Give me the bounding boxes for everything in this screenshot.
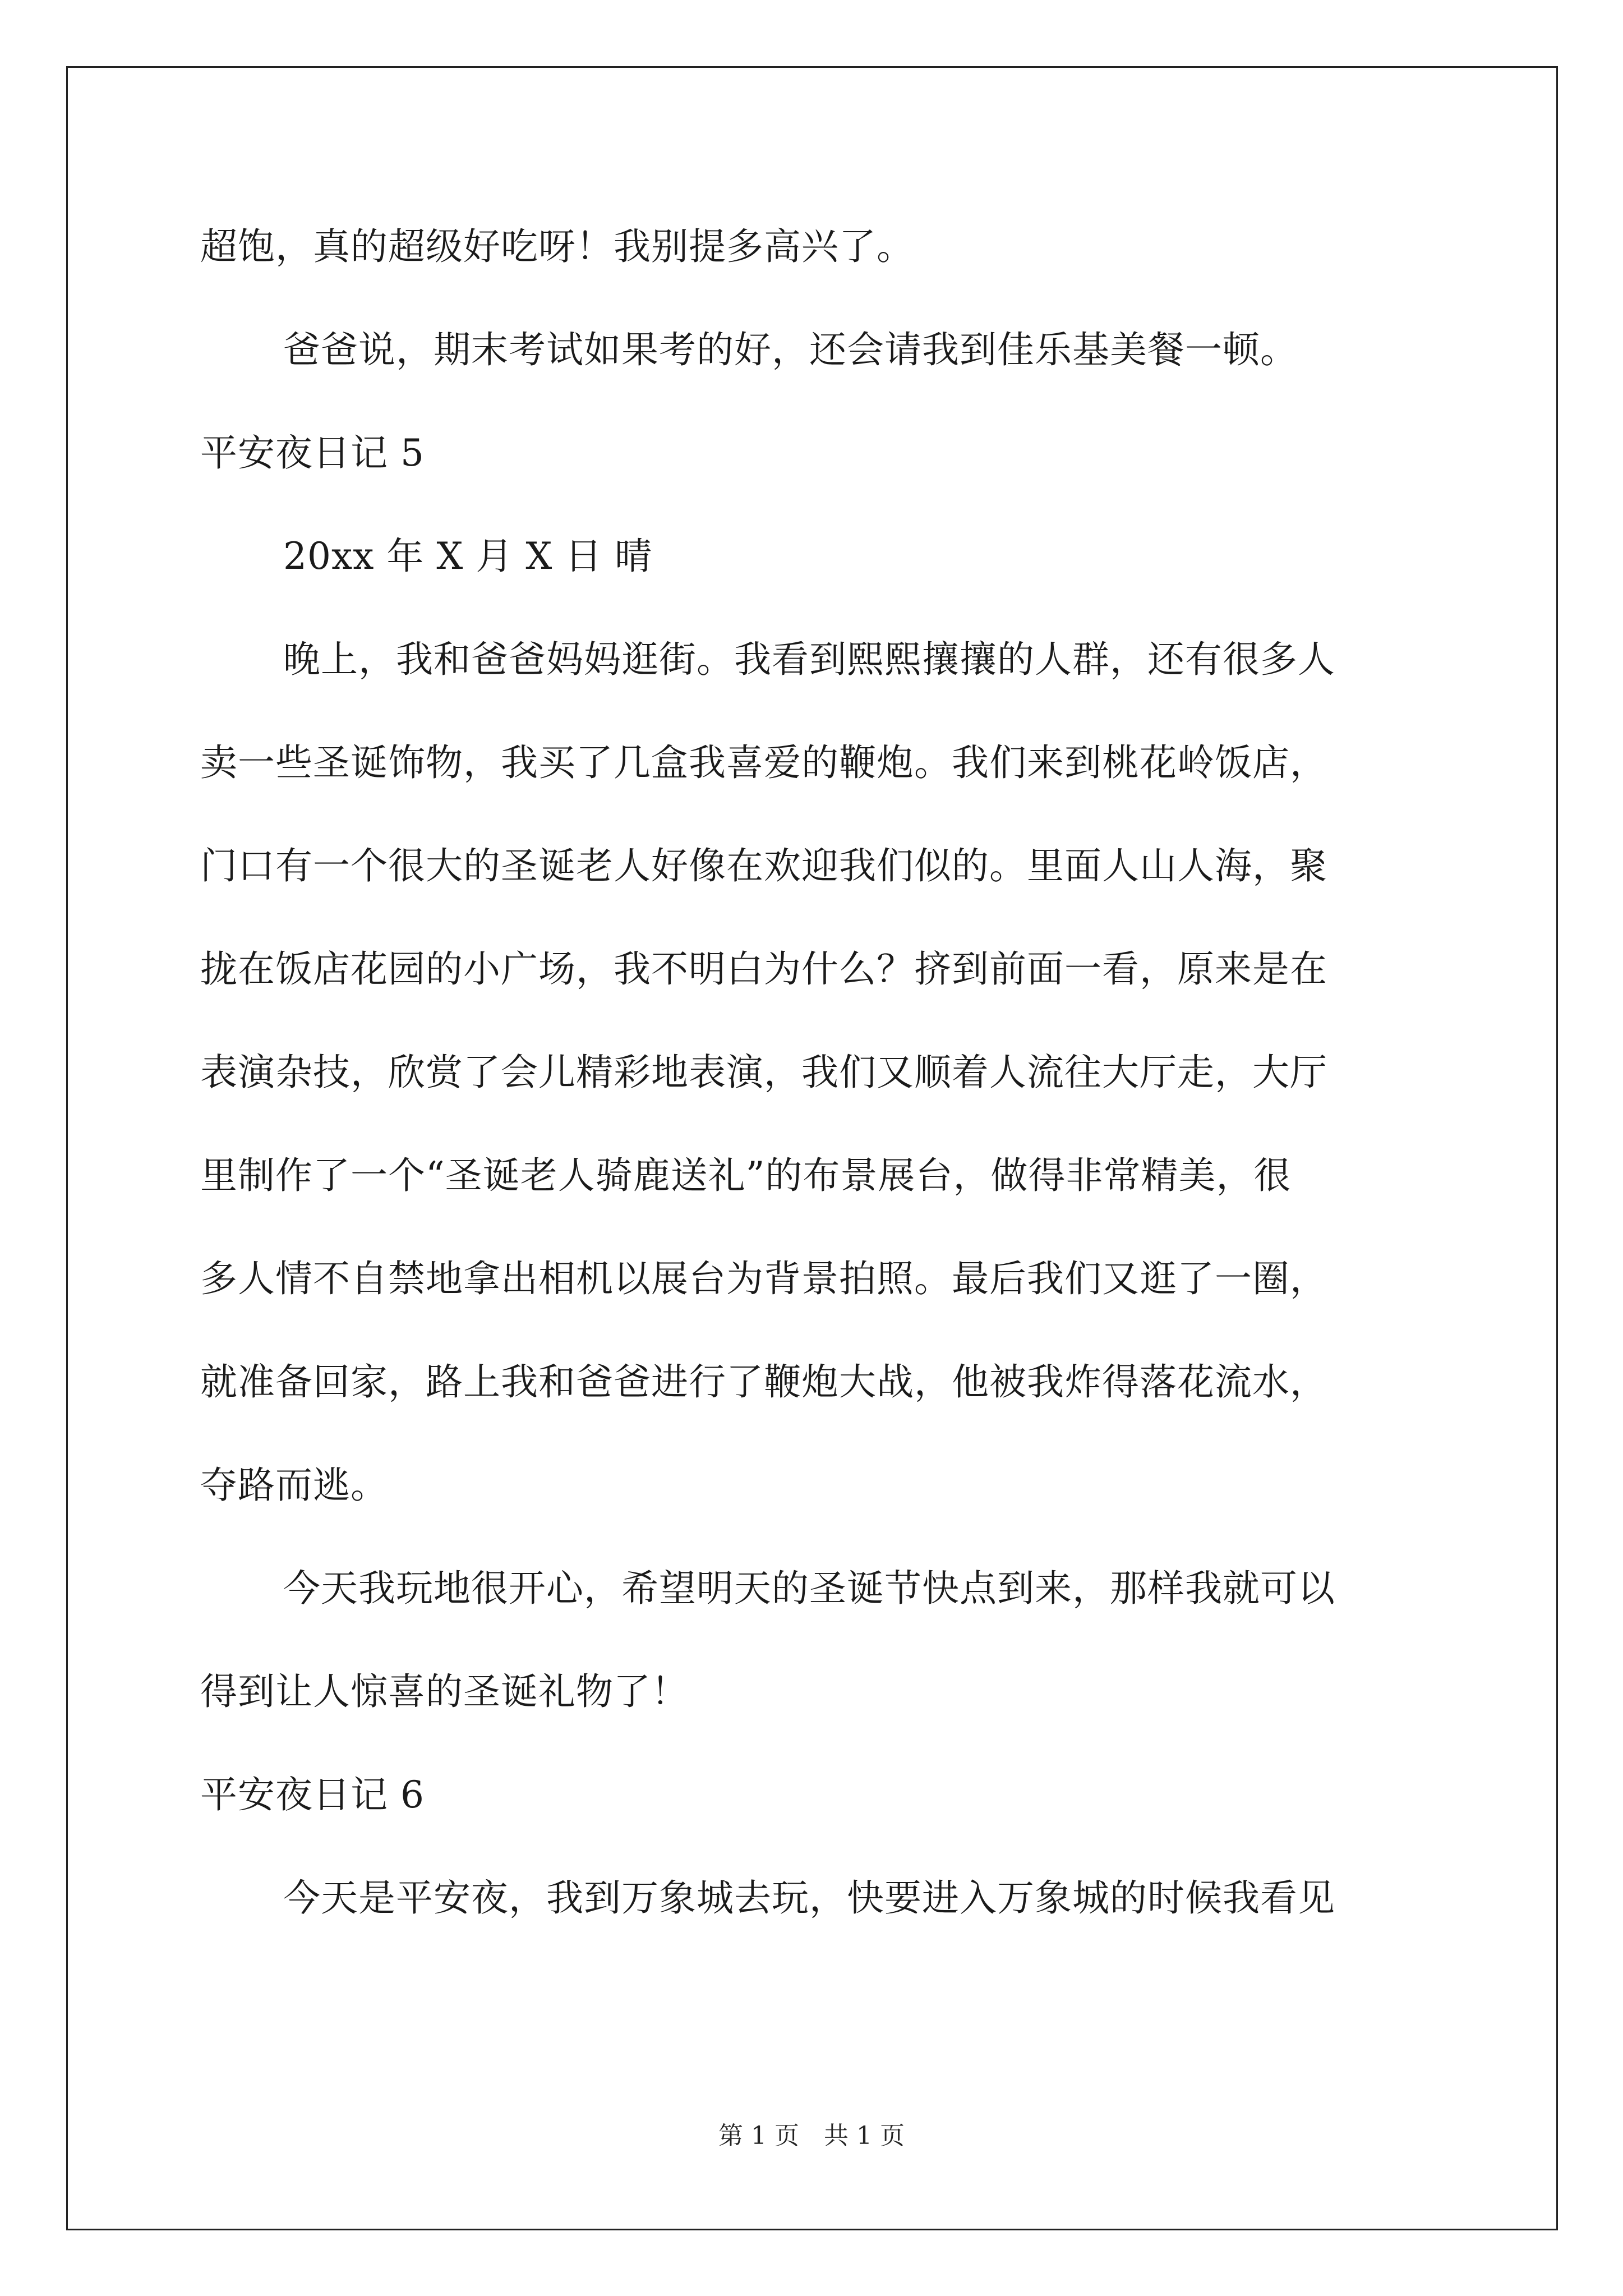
text-line: 表演杂技，欣赏了会儿精彩地表演，我们又顺着人流往大厅走，大厅: [200, 1051, 1327, 1094]
text-line: 多人情不自禁地拿出相机以展台为背景拍照。最后我们又逛了一圈，: [200, 1257, 1327, 1300]
text-line: 里制作了一个“圣诞老人骑鹿送礼”的布景展台，做得非常精美，很: [200, 1154, 1292, 1197]
page-total: 共 1 页: [824, 2122, 905, 2150]
text-line: 夺路而逃。: [200, 1464, 388, 1507]
paragraph-first-line: 晚上，我和爸爸妈妈逛街。我看到熙熙攘攘的人群，还有很多人: [283, 638, 1335, 681]
paragraph-first-line: 今天我玩地很开心，希望明天的圣诞节快点到来，那样我就可以: [283, 1567, 1335, 1610]
text-line: 拢在饭店花园的小广场，我不明白为什么？挤到前面一看，原来是在: [200, 947, 1327, 991]
text-line: 卖一些圣诞饰物，我买了几盒我喜爱的鞭炮。我们来到桃花岭饭店，: [200, 741, 1327, 784]
text-line: 得到让人惊喜的圣诞礼物了！: [200, 1670, 689, 1713]
text-line: 就准备回家，路上我和爸爸进行了鞭炮大战，他被我炸得落花流水，: [200, 1360, 1327, 1404]
paragraph-first-line: 今天是平安夜，我到万象城去玩，快要进入万象城的时候我看见: [283, 1876, 1335, 1920]
page-number: 第 1 页: [718, 2122, 799, 2150]
paragraph-first-line: 爸爸说，期末考试如果考的好，还会请我到佳乐基美餐一顿。: [283, 328, 1298, 371]
document-body: [200, 219, 1428, 1973]
page-footer: [0, 2119, 1623, 2153]
text-line: 门口有一个很大的圣诞老人好像在欢迎我们似的。里面人山人海，聚: [200, 844, 1327, 887]
section-heading: 平安夜日记 5: [200, 431, 425, 475]
diary-date-line: 20xx 年 X 月 X 日 晴: [283, 535, 653, 578]
section-heading: 平安夜日记 6: [200, 1773, 425, 1816]
text-line: 超饱，真的超级好吃呀！我别提多高兴了。: [200, 225, 914, 268]
